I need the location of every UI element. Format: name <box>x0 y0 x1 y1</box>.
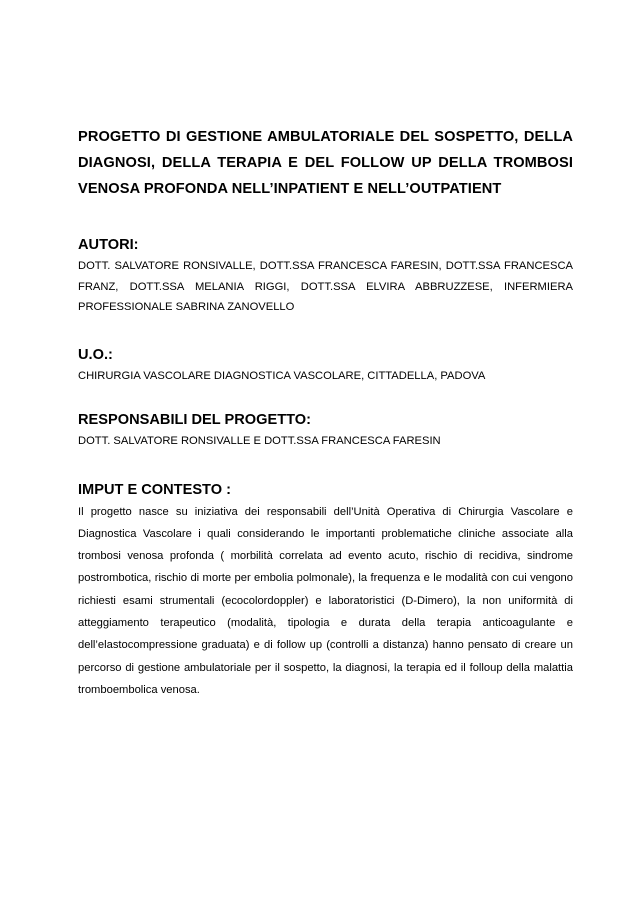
context-section <box>78 481 573 702</box>
responsabili-text: DOTT. SALVATORE RONSIVALLE E DOTT.SSA FRANCESCA FARESIN <box>78 435 441 447</box>
uo-section <box>78 346 573 387</box>
responsabili-heading: RESPONSABILI DEL PROGETTO: <box>78 412 311 428</box>
responsabili-section <box>78 411 573 452</box>
document-title: PROGETTO DI GESTIONE AMBULATORIALE DEL SOSPETTO, DELLA DIAGNOSI, DELLA TERAPIA E DEL FOLLOW UP DELLA TROMBOSI VENOSA PROFONDA NELL’INPATIENT E NELL’OUTPATIENT <box>78 129 573 197</box>
authors-heading: AUTORI: <box>78 237 139 253</box>
authors-section <box>78 236 573 318</box>
uo-text: CHIRURGIA VASCOLARE DIAGNOSTICA VASCOLARE, CITTADELLA, PADOVA <box>78 369 486 382</box>
document-content <box>78 124 573 701</box>
context-heading: IMPUT E CONTESTO : <box>78 481 231 498</box>
context-text: Il progetto nasce su iniziativa dei responsabili dell’Unità Operativa di Chirurgia Vascolare e Diagnostica Vascolare i quali considerando le importanti problematiche cliniche associate alla trombosi venosa profonda ( morbilità correlata ad evento acuto, rischio di recidiva, sindrome postrombotica, rischio di morte per embolia polmonale), la frequenza e le modalità con cui vengono richiesti esami strumentali (ecocolordoppler) e laboratoristici (D-Dimero), la non uniformità di atteggiamento terapeutico (modalità, tipologia e durata della terapia anticoagulante e dell’elastocompressione graduata) e di follow up (controlli a distanza) hanno pensato di creare un percorso di gestione ambulatoriale per il sospetto, la diagnosi, la terapia ed il folloup della malattia tromboembolica venosa. <box>78 505 573 696</box>
uo-heading: U.O.: <box>78 346 113 363</box>
authors-text: DOTT. SALVATORE RONSIVALLE, DOTT.SSA FRANCESCA FARESIN, DOTT.SSA FRANCESCA FRANZ, DOTT.SSA MELANIA RIGGI, DOTT.SSA ELVIRA ABBRUZZESE, INFERMIERA PROFESSIONALE SABRINA ZANOVELLO <box>78 260 573 313</box>
